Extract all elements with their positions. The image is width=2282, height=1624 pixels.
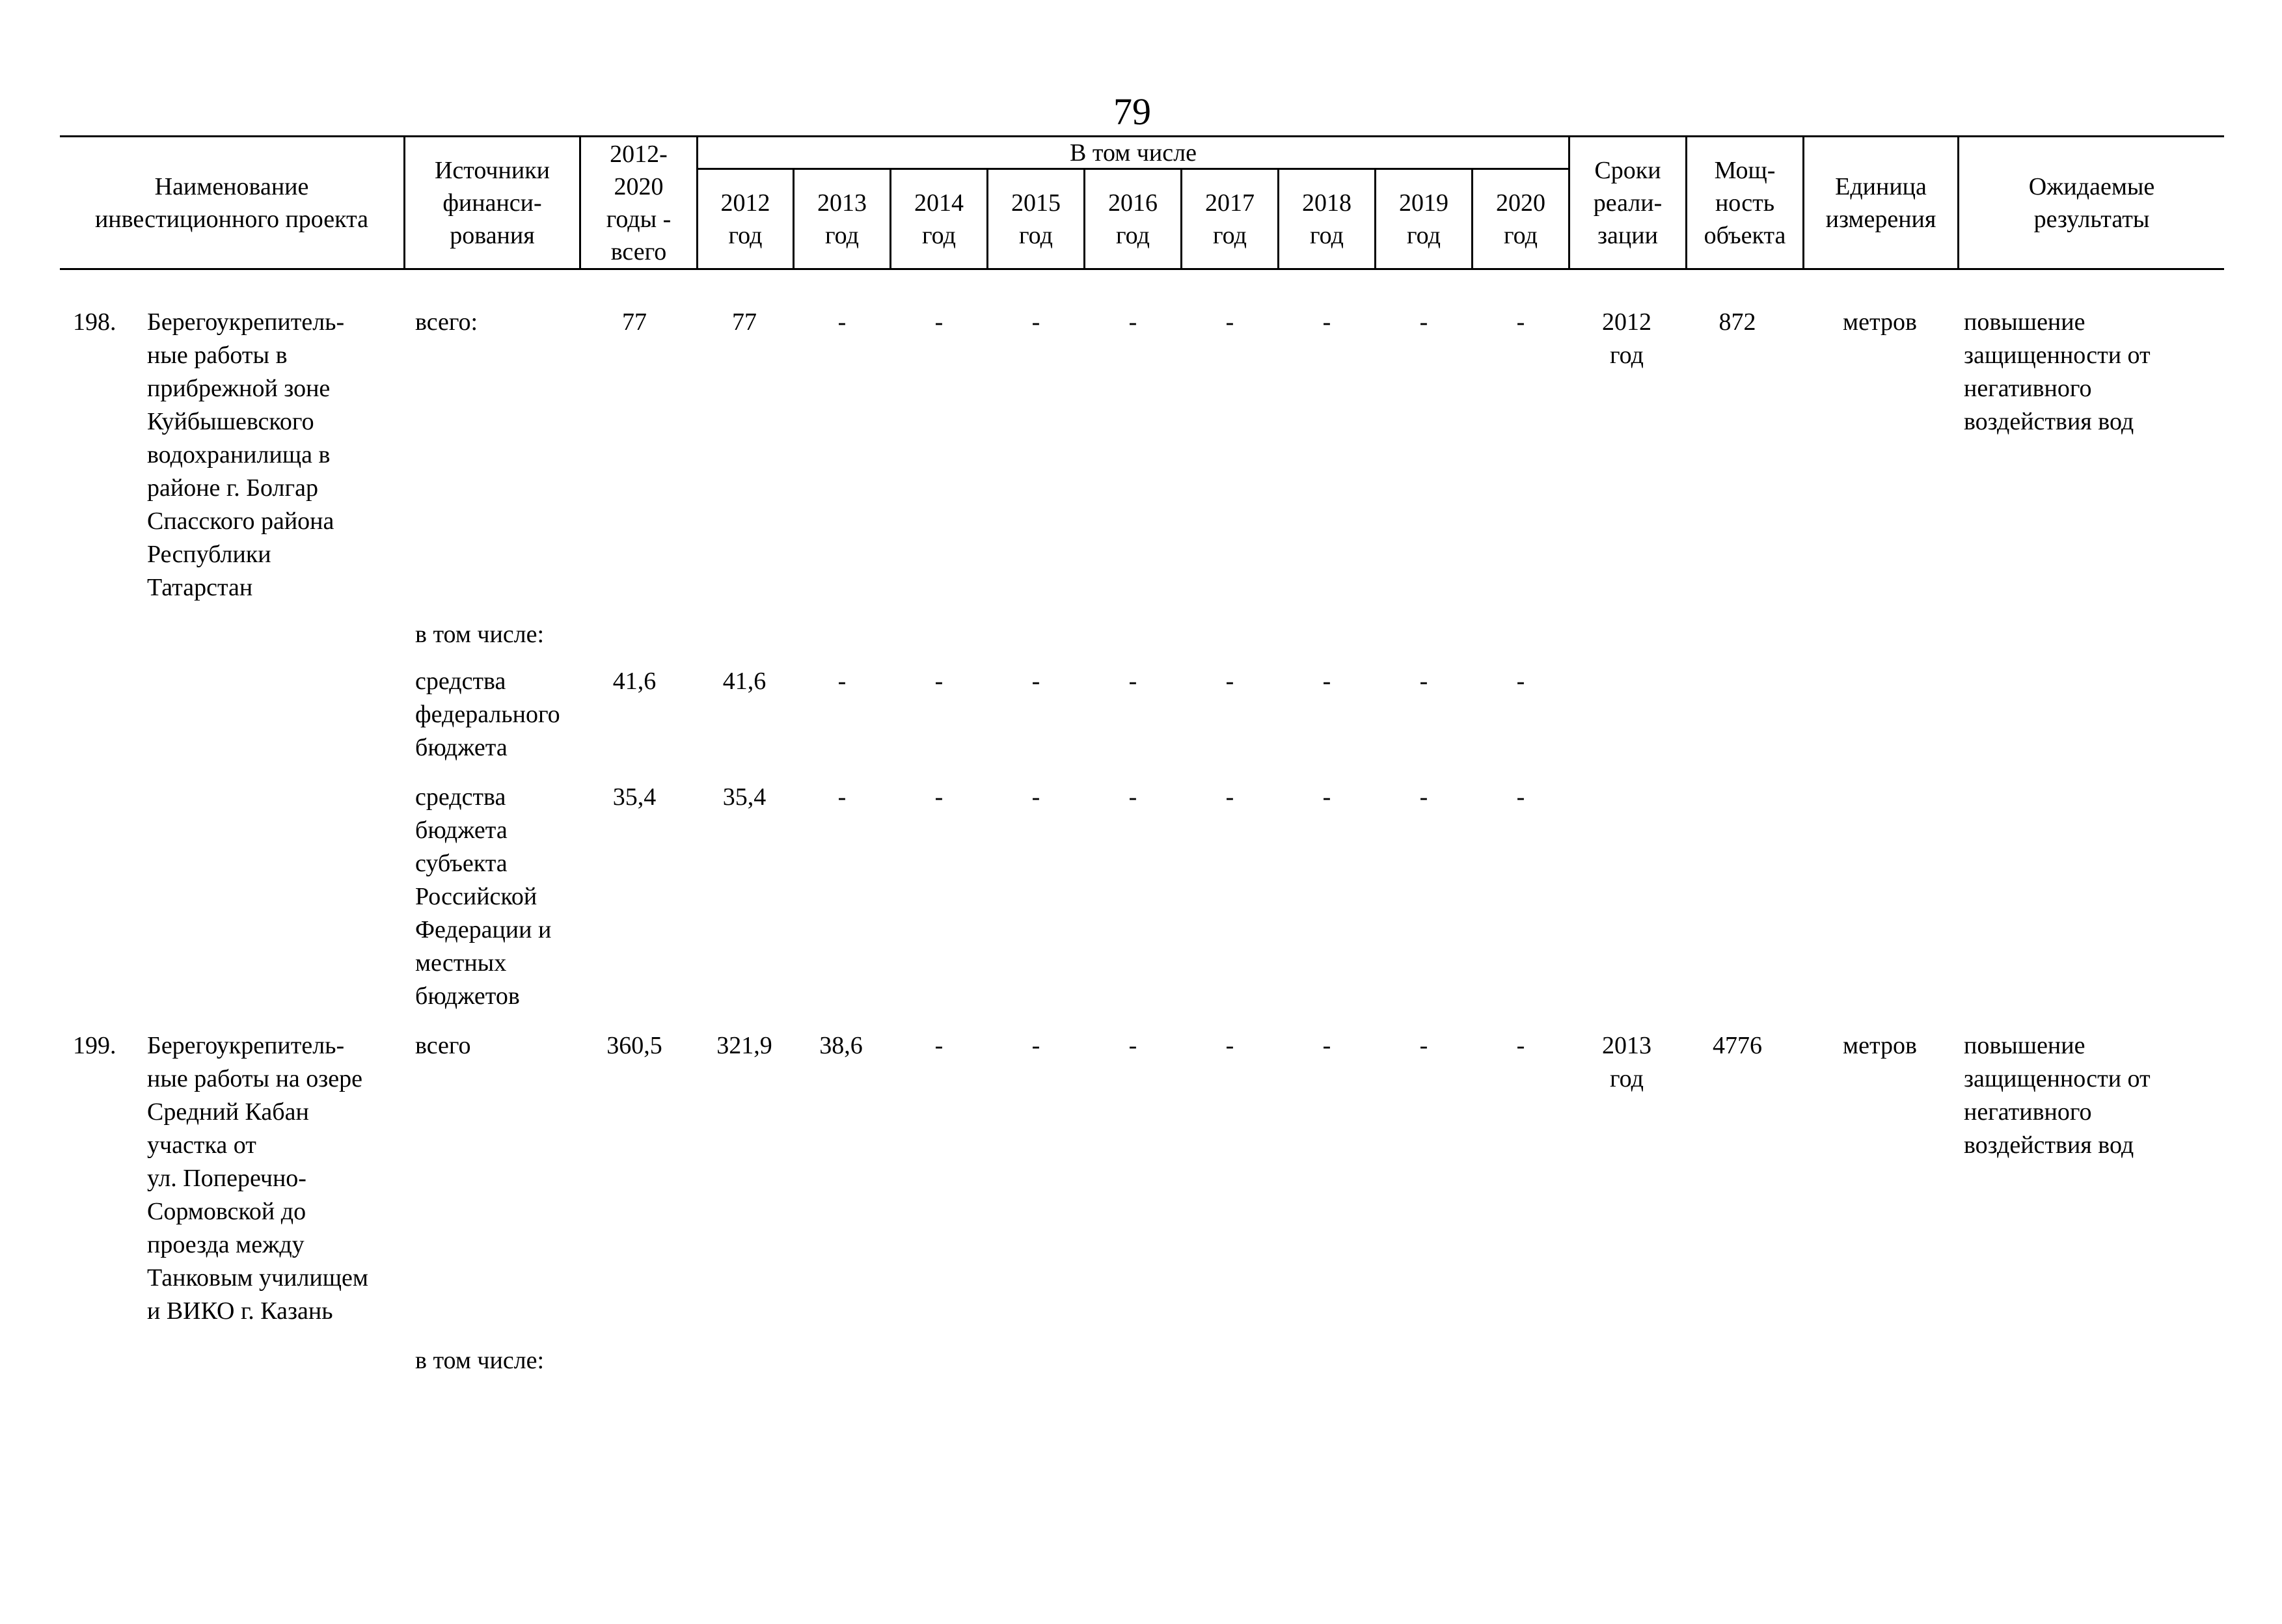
funding-source-regional: средства бюджета субъекта Российской Федерации и местных бюджетов <box>415 783 552 1010</box>
year-value: - <box>1322 783 1331 811</box>
capacity-value: 4776 <box>1713 1032 1762 1059</box>
implementation-term: 2012 год <box>1602 308 1651 369</box>
year-value: - <box>1225 1032 1234 1059</box>
year-value: - <box>1031 783 1040 811</box>
including-label: в том числе: <box>415 621 545 648</box>
year-value: 321,9 <box>716 1032 772 1059</box>
expected-result: повышение защищенности от негативного воздействия вод <box>1964 1032 2151 1159</box>
year-value: - <box>1322 1032 1331 1059</box>
header-year-2020: 2020 год <box>1496 189 1545 249</box>
year-value: - <box>934 783 944 811</box>
year-value: - <box>1225 668 1234 695</box>
header-year-2015: 2015 год <box>1011 189 1061 249</box>
header-year-2012: 2012 год <box>720 189 770 249</box>
implementation-term: 2013 год <box>1602 1032 1651 1092</box>
expected-result: повышение защищенности от негативного воздействия вод <box>1964 308 2151 435</box>
year-value: - <box>934 308 944 336</box>
header-including: В том числе <box>1070 139 1197 167</box>
unit-value: метров <box>1843 1032 1917 1059</box>
unit-value: метров <box>1843 308 1917 336</box>
year-value: - <box>1031 668 1040 695</box>
year-value: - <box>1516 668 1525 695</box>
header-unit: Единица измерения <box>1825 173 1936 233</box>
year-value: - <box>1128 308 1137 336</box>
header-expected-results: Ожидаемые результаты <box>2028 173 2155 233</box>
year-value: 38,6 <box>819 1032 863 1059</box>
year-value: - <box>1322 308 1331 336</box>
year-value: - <box>1031 1032 1040 1059</box>
header-implementation-terms: Сроки реали- зации <box>1593 157 1663 249</box>
year-value: - <box>1516 783 1525 811</box>
year-value: - <box>1516 308 1525 336</box>
total-value: 77 <box>622 308 647 336</box>
project-name: Берегоукрепитель- ные работы на озере Средний Кабан участка от ул. Поперечно- Сормовской до проезда между Танковым училищем и ВИКО г. Казань <box>147 1032 368 1325</box>
year-value: 35,4 <box>722 783 767 811</box>
year-value: - <box>1031 308 1040 336</box>
year-value: - <box>837 308 847 336</box>
header-year-2014: 2014 год <box>914 189 964 249</box>
year-value: - <box>837 668 847 695</box>
year-value: - <box>934 668 944 695</box>
funding-source: всего: <box>415 308 478 336</box>
year-value: - <box>1128 783 1137 811</box>
year-value: - <box>934 1032 944 1059</box>
page-number: 79 <box>1113 90 1151 133</box>
funding-source: всего <box>415 1032 471 1059</box>
year-value: - <box>1225 308 1234 336</box>
header-period-total: 2012- 2020 годы - всего <box>606 141 672 265</box>
year-value: - <box>1128 668 1137 695</box>
year-value: - <box>1128 1032 1137 1059</box>
year-value: - <box>1419 668 1428 695</box>
header-funding-sources: Источники финанси- рования <box>434 157 550 249</box>
project-name: Берегоукрепитель- ные работы в прибрежной зоне Куйбышевского водохранилища в районе г. Болгар Спасского района Республики Татарстан <box>147 308 345 601</box>
header-bottom-rule <box>60 268 2224 270</box>
header-project-name: Наименование инвестиционного проекта <box>94 173 369 233</box>
header-year-2016: 2016 год <box>1108 189 1158 249</box>
year-value: - <box>1322 668 1331 695</box>
year-value: 41,6 <box>722 668 767 695</box>
year-value: - <box>1516 1032 1525 1059</box>
header-year-2013: 2013 год <box>817 189 867 249</box>
year-value: - <box>1419 783 1428 811</box>
year-value: - <box>1225 783 1234 811</box>
header-capacity: Мощ- ность объекта <box>1704 157 1786 249</box>
year-value: - <box>1419 1032 1428 1059</box>
row-number: 199. <box>73 1032 116 1059</box>
header-year-2019: 2019 год <box>1399 189 1448 249</box>
header-year-2018: 2018 год <box>1302 189 1352 249</box>
total-value: 41,6 <box>612 668 657 695</box>
total-value: 35,4 <box>612 783 657 811</box>
year-value: - <box>837 783 847 811</box>
year-value: - <box>1419 308 1428 336</box>
year-value: 77 <box>732 308 757 336</box>
total-value: 360,5 <box>606 1032 662 1059</box>
header-year-2017: 2017 год <box>1205 189 1255 249</box>
including-label: в том числе: <box>415 1347 545 1374</box>
row-number: 198. <box>73 308 116 336</box>
funding-source-federal: средства федерального бюджета <box>415 668 560 761</box>
capacity-value: 872 <box>1718 308 1756 336</box>
